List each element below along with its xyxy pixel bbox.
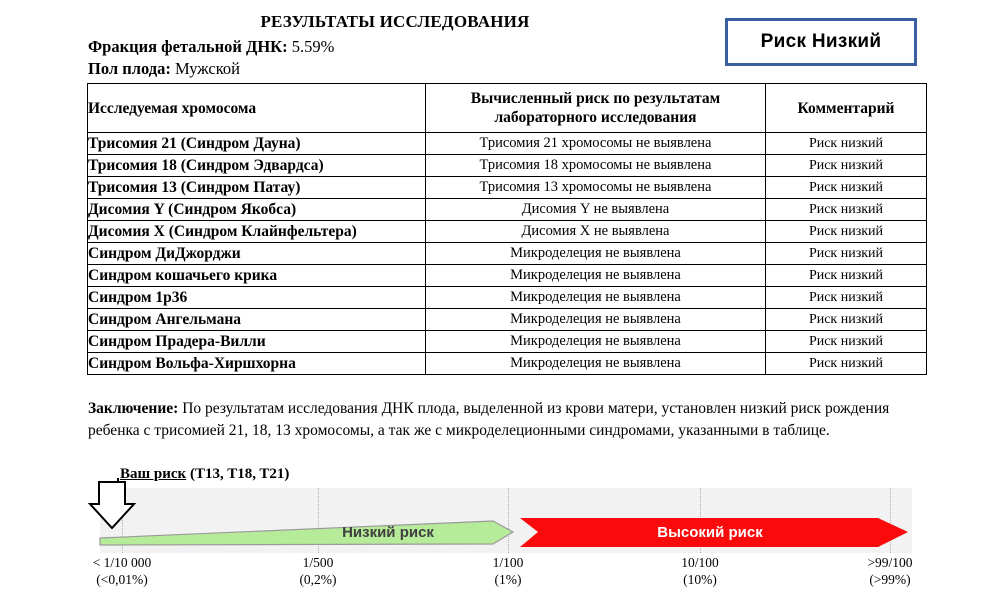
axis-tick-percent: (0,2%) xyxy=(299,572,337,587)
table-row xyxy=(88,353,927,375)
fetal-sex-value: Мужской xyxy=(175,59,240,78)
axis-tick-5 xyxy=(825,554,955,588)
axis-tick-percent: (10%) xyxy=(683,572,717,587)
cell-chromosome: Синдром Ангельмана xyxy=(88,309,426,331)
table-row xyxy=(88,177,927,199)
cell-comment: Риск низкий xyxy=(766,265,927,287)
axis-tick-value: >99/100 xyxy=(867,555,913,570)
cell-risk: Микроделеция не выявлена xyxy=(426,287,766,309)
patient-meta-block xyxy=(88,36,334,80)
cell-risk: Трисомия 21 хромосомы не выявлена xyxy=(426,133,766,155)
table-row xyxy=(88,331,927,353)
column-header-chromosome: Исследуемая хромосома xyxy=(88,84,426,133)
axis-tick-3 xyxy=(443,554,573,588)
axis-tick-value: 1/100 xyxy=(492,555,524,570)
fetal-fraction-row xyxy=(88,36,334,58)
high-risk-label: Высокий риск xyxy=(657,524,763,541)
cell-risk: Дисомия X не выявлена xyxy=(426,221,766,243)
axis-tick-value: 1/500 xyxy=(302,555,334,570)
down-arrow-icon xyxy=(90,478,134,528)
cell-risk: Микроделеция не выявлена xyxy=(426,353,766,375)
cell-chromosome: Трисомия 18 (Синдром Эдвардса) xyxy=(88,155,426,177)
axis-tick-value: 10/100 xyxy=(681,555,719,570)
column-header-comment: Комментарий xyxy=(766,84,927,133)
cell-risk: Микроделеция не выявлена xyxy=(426,243,766,265)
table-row xyxy=(88,243,927,265)
axis-tick-2 xyxy=(253,554,383,588)
page-title: РЕЗУЛЬТАТЫ ИССЛЕДОВАНИЯ xyxy=(260,12,530,31)
axis-tick-percent: (<0,01%) xyxy=(96,572,148,587)
cell-comment: Риск низкий xyxy=(766,133,927,155)
cell-chromosome: Синдром кошачьего крика xyxy=(88,265,426,287)
cell-chromosome: Дисомия X (Синдром Клайнфельтера) xyxy=(88,221,426,243)
your-risk-label-sub: (T13, T18, T21) xyxy=(186,466,290,482)
risk-scale-axis-labels xyxy=(0,554,1000,596)
fetal-sex-label: Пол плода: xyxy=(88,59,171,78)
cell-comment: Риск низкий xyxy=(766,155,927,177)
axis-tick-1 xyxy=(57,554,187,588)
cell-chromosome: Синдром Вольфа-Хиршхорна xyxy=(88,353,426,375)
cell-chromosome: Дисомия Y (Синдром Якобса) xyxy=(88,199,426,221)
table-row xyxy=(88,133,927,155)
cell-risk: Трисомия 18 хромосомы не выявлена xyxy=(426,155,766,177)
cell-risk: Трисомия 13 хромосомы не выявлена xyxy=(426,177,766,199)
fetal-fraction-label: Фракция фетальной ДНК: xyxy=(88,37,288,56)
your-risk-label-main: Ваш риск xyxy=(120,466,187,482)
status-badge xyxy=(725,18,917,66)
cell-risk: Микроделеция не выявлена xyxy=(426,309,766,331)
cell-chromosome: Синдром 1p36 xyxy=(88,287,426,309)
risk-scale xyxy=(0,462,1000,611)
table-row xyxy=(88,155,927,177)
table-row xyxy=(88,287,927,309)
cell-risk: Дисомия Y не выявлена xyxy=(426,199,766,221)
cell-chromosome: Трисомия 13 (Синдром Патау) xyxy=(88,177,426,199)
conclusion-paragraph xyxy=(88,398,926,441)
cell-comment: Риск низкий xyxy=(766,353,927,375)
cell-comment: Риск низкий xyxy=(766,177,927,199)
fetal-sex-row xyxy=(88,58,334,80)
cell-comment: Риск низкий xyxy=(766,331,927,353)
results-table xyxy=(87,83,927,375)
cell-chromosome: Синдром Прадера-Вилли xyxy=(88,331,426,353)
axis-tick-4 xyxy=(635,554,765,588)
table-row xyxy=(88,309,927,331)
cell-comment: Риск низкий xyxy=(766,287,927,309)
cell-comment: Риск низкий xyxy=(766,309,927,331)
cell-risk: Микроделеция не выявлена xyxy=(426,331,766,353)
conclusion-label: Заключение: xyxy=(88,400,179,417)
table-row xyxy=(88,265,927,287)
axis-tick-value: < 1/10 000 xyxy=(92,555,152,570)
low-risk-label: Низкий риск xyxy=(342,524,434,541)
your-risk-pointer xyxy=(88,478,208,540)
table-row xyxy=(88,221,927,243)
cell-comment: Риск низкий xyxy=(766,199,927,221)
risk-scale-arrows xyxy=(88,488,928,556)
fetal-fraction-value: 5.59% xyxy=(291,37,335,56)
table-body xyxy=(88,133,927,375)
column-header-risk: Вычисленный риск по результатам лабораторного исследования xyxy=(426,84,766,133)
cell-chromosome: Синдром ДиДжорджи xyxy=(88,243,426,265)
table-row xyxy=(88,199,927,221)
conclusion-text: По результатам исследования ДНК плода, выделенной из крови матери, установлен низкий риск рождения ребенка с трисомией 21, 18, 13 хромосомы, а так же с микроделеционными синдромами, указанными в таблице. xyxy=(88,400,890,439)
status-badge-label: Риск Низкий xyxy=(760,31,882,52)
cell-comment: Риск низкий xyxy=(766,243,927,265)
axis-tick-percent: (1%) xyxy=(494,572,522,587)
cell-risk: Микроделеция не выявлена xyxy=(426,265,766,287)
table-header-row xyxy=(88,84,927,133)
cell-chromosome: Трисомия 21 (Синдром Дауна) xyxy=(88,133,426,155)
axis-tick-percent: (>99%) xyxy=(869,572,911,587)
cell-comment: Риск низкий xyxy=(766,221,927,243)
